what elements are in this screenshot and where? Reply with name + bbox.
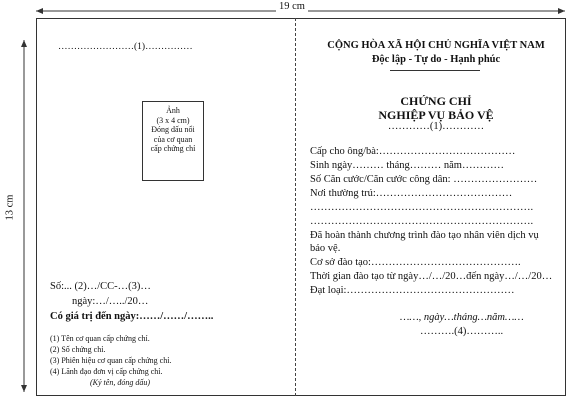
field-training-facility: Cơ sở đào tạo:……………………………………. [310,257,521,268]
photo-line: Ảnh [166,106,180,115]
field-grade: Đạt loại:………………………………………… [310,285,515,296]
completion-statement: Đã hoàn thành chương trình đào tạo nhân viên dịch vụ [310,230,539,241]
certificate-number-line: Số:... (2)…/CC-…(3)… [50,281,151,292]
republic-heading: CỘNG HÒA XÃ HỘI CHỦ NGHĨA VIỆT NAM [327,40,545,51]
field-training-period: Thời gian đào tạo từ ngày…/…/20…đến ngày…/…/20… [310,271,553,282]
certificate-title: CHỨNG CHỈ [400,94,472,108]
note-line: (4) Lãnh đạo đơn vị cấp chứng chỉ. [50,367,163,376]
signature-note: (Ký tên, đóng dấu) [90,378,150,387]
field-id-number: Số Căn cước/Căn cước công dân: …………………… [310,174,538,185]
certificate-placeholder: …………(1)………… [387,121,485,132]
signer-placeholder: ……….(4)……….. [420,326,504,337]
field-residence-cont: ………………………………………………………. [310,216,534,227]
photo-line: Đóng dấu nổi [151,125,195,134]
photo-line: của cơ quan [153,134,193,144]
completion-statement-cont: bảo vệ. [310,243,341,254]
note-line: (1) Tên cơ quan cấp chứng chỉ. [50,334,150,343]
certificate-subtitle: NGHIỆP VỤ BẢO VỆ [378,108,494,122]
field-residence-cont: ………………………………………………………. [310,202,534,213]
place-date-line: ……, ngày…tháng…năm…… [400,312,524,323]
field-residence: Nơi thường trú:………………………………… [310,188,513,199]
photo-line: cấp chứng chỉ [150,144,196,153]
motto-underline [390,70,480,71]
photo-line: (3 x 4 cm) [156,115,190,125]
width-label: 19 cm [276,1,308,12]
issue-date-line: ngày:…/…../20… [72,296,149,307]
note-line: (3) Phiên hiệu cơ quan cấp chứng chỉ. [50,356,172,365]
height-label: 13 cm [4,192,15,224]
issuing-agency-placeholder: ……………………(1)…………… [58,42,193,52]
note-line: (2) Số chứng chỉ. [50,345,106,354]
field-issued-to: Cấp cho ông/bà:………………………………… [310,146,516,157]
national-motto: Độc lập - Tự do - Hạnh phúc [371,54,501,65]
field-date-of-birth: Sinh ngày……… tháng……… năm………… [310,160,504,171]
validity-line: Có giá trị đến ngày:……/……/…….. [50,311,214,322]
fold-divider [295,18,296,396]
photo-box [142,101,204,181]
